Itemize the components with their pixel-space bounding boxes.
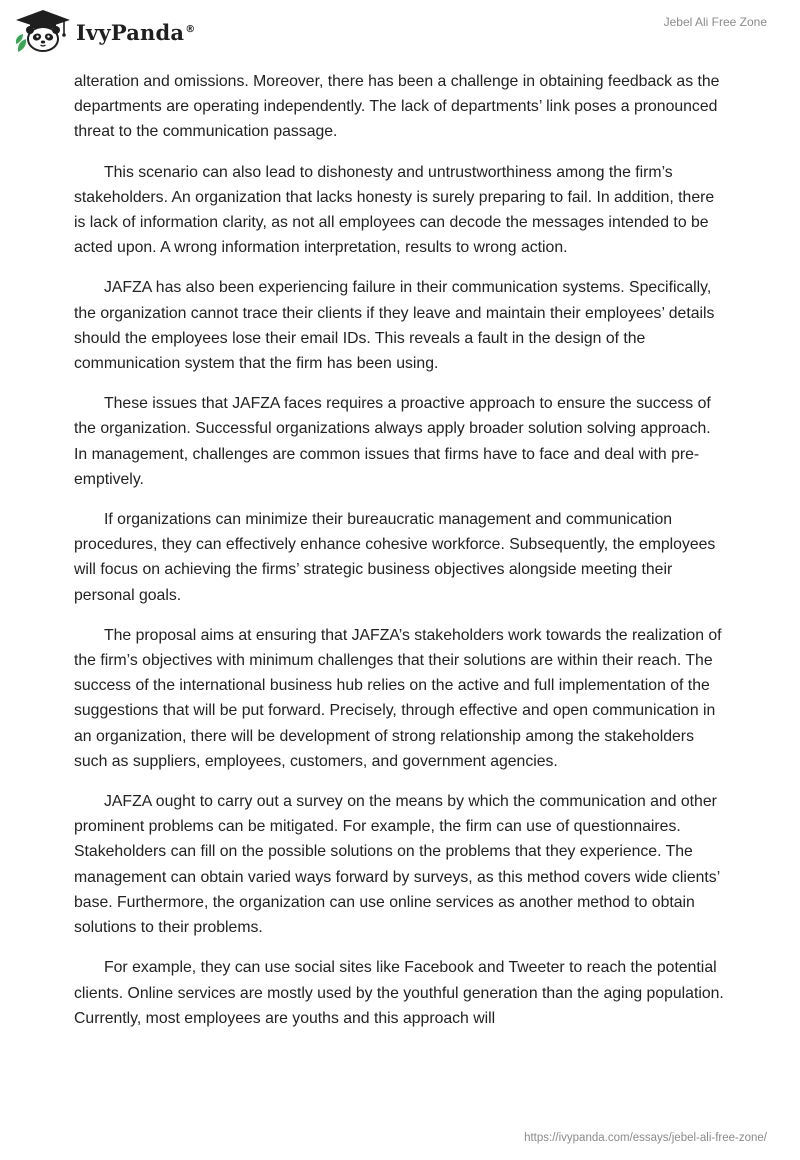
page-header [0,0,800,70]
paragraph-4: These issues that JAFZA faces requires a proactive approach to ensure the success of the organization. Successful organizations always apply broader solution solving approach. In management, challenges are common issues that firms have to face and deal with pre-emptively. [74,395,711,488]
paragraph-5: If organizations can minimize their bureaucratic management and communication procedures, they can effectively enhance cohesive workforce. Subsequently, the employees will focus on achieving the firms’ strategic business objectives alongside meeting their personal goals. [74,511,716,604]
paragraph-8: For example, they can use social sites like Facebook and Tweeter to reach the potential clients. Online services are mostly used by the youthful generation than the aging population. Currently, most employees are youths and this approach will [74,959,724,1027]
paragraph-6: The proposal aims at ensuring that JAFZA’s stakeholders work towards the realization of the firm’s objectives with minimum challenges that their solutions are within their reach. The success of the international business hub relies on the active and full implementation of the suggestions that will be put forward. Precisely, through effective and open communication in an organization, there will be development of strong relationship among the stakeholders such as suppliers, employees, customers, and government agencies. [74,626,722,770]
paragraph-7: JAFZA ought to carry out a survey on the means by which the communication and other prominent problems can be mitigated. For example, the firm can use of questionnaires. Stakeholders can fill on the possible solutions on the problems that they experience. The management can obtain varied ways forward by surveys, as this method covers wide clients’ base. Furthermore, the organization can use online services as another method to obtain solutions to their problems. [74,793,720,937]
registered-mark: ® [185,23,196,35]
logo-wordmark [76,20,195,45]
essay-body [74,69,726,1046]
paragraph-1: alteration and omissions. Moreover, there has been a challenge in obtaining feedback as the departments are operating independently. The lack of departments’ link poses a pronounced threat to the communication passage. [74,73,720,141]
footer-source-url[interactable]: https://ivypanda.com/essays/jebel-ali-free-zone/ [524,1132,767,1144]
logo-brand-text: IvyPanda [76,19,185,45]
panda-graduation-cap-icon [14,8,72,54]
paragraph-2: This scenario can also lead to dishonesty and untrustworthiness among the firm’s stakeholders. An organization that lacks honesty is surely preparing to fail. In addition, there is lack of information clarity, as not all employees can decode the messages intended to be acted upon. A wrong information interpretation, results to wrong action. [74,163,715,257]
paragraph-3: JAFZA has also been experiencing failure in their communication systems. Specifically, the organization cannot trace their clients if they leave and maintain their employees’ details should the employees lose their email IDs. This reveals a fault in the design of the communication system that the firm has been using. [74,279,715,373]
ivypanda-logo[interactable] [14,8,195,54]
page-header-title: Jebel Ali Free Zone [663,15,767,29]
